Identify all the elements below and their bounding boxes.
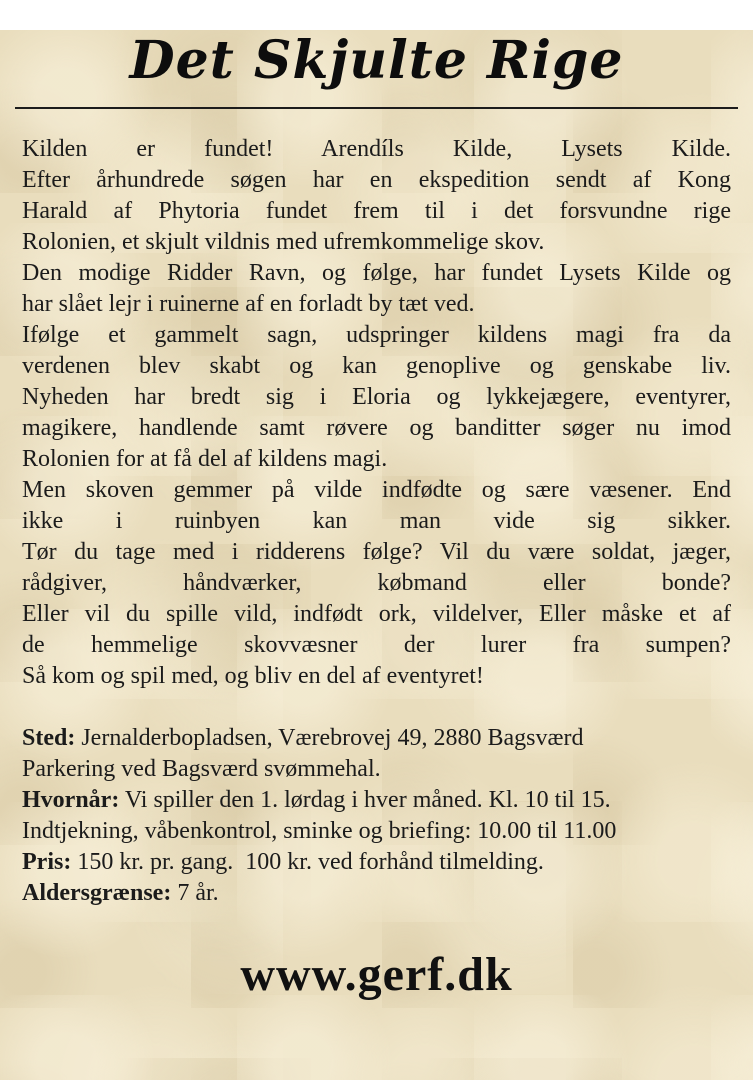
body-line: Harald af Phytoria fundet frem til i det forsvundne rige <box>22 198 731 224</box>
flyer-header <box>0 30 753 109</box>
body-line: verdenen blev skabt og kan genoplive og genskabe liv. <box>22 353 731 379</box>
detail-text: 150 kr. pr. gang. 100 kr. ved forhånd tilmelding. <box>71 849 544 875</box>
website-url: www.gerf.dk <box>240 948 513 1001</box>
body-line: har slået lejr i ruinerne af en forladt by tæt ved. <box>22 291 475 317</box>
detail-line <box>22 847 731 878</box>
detail-line <box>22 878 731 909</box>
detail-line <box>22 785 731 816</box>
flyer-page <box>0 30 753 1080</box>
detail-text: Vi spiller den 1. lørdag i hver måned. Kl. 10 til 15. <box>119 787 611 813</box>
page-title: Det Skjulte Rige <box>129 30 624 91</box>
flyer-footer <box>0 947 753 1003</box>
body-line: Den modige Ridder Ravn, og følge, har fundet Lysets Kilde og <box>22 260 731 286</box>
body-line: rådgiver, håndværker, købmand eller bonde? <box>22 570 731 596</box>
detail-text: Parkering ved Bagsværd svømmehal. <box>22 756 381 782</box>
body-line: ikke i ruinbyen kan man vide sig sikker. <box>22 508 731 534</box>
detail-label: Sted: <box>22 725 76 751</box>
body-line: de hemmelige skovvæsner der lurer fra sumpen? <box>22 632 731 658</box>
body-text <box>22 134 731 692</box>
detail-label: Aldersgrænse: <box>22 880 172 906</box>
body-line: Efter århundrede søgen har en ekspedition sendt af Kong <box>22 167 731 193</box>
detail-text: Indtjekning, våbenkontrol, sminke og briefing: 10.00 til 11.00 <box>22 818 617 844</box>
event-details <box>22 723 731 909</box>
body-line: Eller vil du spille vild, indfødt ork, vildelver, Eller måske et af <box>22 601 731 627</box>
detail-line <box>22 816 731 847</box>
body-line: Nyheden har bredt sig i Eloria og lykkejægere, eventyrer, <box>22 384 731 410</box>
detail-line <box>22 754 731 785</box>
detail-line <box>22 723 731 754</box>
body-line: Tør du tage med i ridderens følge? Vil du være soldat, jæger, <box>22 539 731 565</box>
body-line: Rolonien for at få del af kildens magi. <box>22 446 388 472</box>
title-divider <box>15 107 738 109</box>
detail-label: Pris: <box>22 849 72 875</box>
body-line: Så kom og spil med, og bliv en del af eventyret! <box>22 663 484 689</box>
body-line: Rolonien, et skjult vildnis med ufremkommelige skov. <box>22 229 545 255</box>
detail-text: Jernalderbopladsen, Værebrovej 49, 2880 Bagsværd <box>75 725 584 751</box>
body-line: Men skoven gemmer på vilde indfødte og sære væsener. End <box>22 477 731 503</box>
body-line: magikere, handlende samt røvere og banditter søger nu imod <box>22 415 731 441</box>
body-line: Ifølge et gammelt sagn, udspringer kildens magi fra da <box>22 322 731 348</box>
detail-label: Hvornår: <box>22 787 120 813</box>
body-line: Kilden er fundet! Arendíls Kilde, Lysets Kilde. <box>22 136 731 162</box>
detail-text: 7 år. <box>171 880 219 906</box>
